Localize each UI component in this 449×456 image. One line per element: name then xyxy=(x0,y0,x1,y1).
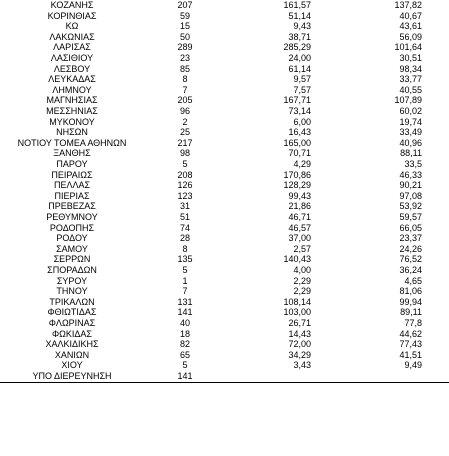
region-name-cell: ΦΛΩΡΙΝΑΣ xyxy=(48,318,96,328)
cases-cell: 141 xyxy=(177,371,193,381)
table-row xyxy=(0,42,449,53)
value-b-cell: 23,37 xyxy=(399,233,422,244)
region-name-cell: ΥΠΟ ΔΙΕΡΕΥΝΗΣΗ xyxy=(32,371,112,381)
value-b-cell: 77,43 xyxy=(399,339,422,350)
region-name-cell: ΛΗΜΝΟΥ xyxy=(52,84,92,95)
table-row xyxy=(0,64,449,75)
value-b-cell: 60,02 xyxy=(399,106,422,116)
value-b-cell: 44,62 xyxy=(399,328,422,339)
region-name-cell: ΜΕΣΣΗΝΙΑΣ xyxy=(46,106,98,116)
value-b-cell: 98,34 xyxy=(399,63,422,74)
table-row xyxy=(0,53,449,64)
region-name-cell: ΛΑΣΙΘΙΟΥ xyxy=(50,53,94,63)
value-a-cell: 2,57 xyxy=(293,243,311,254)
table-row xyxy=(0,233,449,244)
value-b-cell: 59,57 xyxy=(399,212,422,222)
value-a-cell: 108,14 xyxy=(283,296,311,307)
region-name-cell: ΣΥΡΟΥ xyxy=(56,275,88,286)
cases-cell: 126 xyxy=(177,180,193,191)
value-b-cell: 56,09 xyxy=(399,31,422,42)
table-row xyxy=(0,254,449,265)
value-b-cell: 99,94 xyxy=(399,296,422,307)
cases-cell: 131 xyxy=(177,296,193,307)
value-a-cell: 34,29 xyxy=(288,349,311,360)
value-a-cell: 3,43 xyxy=(293,360,311,371)
cases-cell: 7 xyxy=(182,84,188,95)
value-b-cell: 76,52 xyxy=(399,254,422,265)
value-b-cell: 19,74 xyxy=(399,116,422,127)
cases-cell: 123 xyxy=(177,190,193,201)
value-b-cell: 24,26 xyxy=(399,243,422,254)
table-row xyxy=(0,297,449,308)
table-row xyxy=(0,318,449,329)
region-name-cell: ΝΗΣΩΝ xyxy=(56,127,88,138)
cases-cell: 141 xyxy=(177,307,193,318)
value-b-cell: 90,21 xyxy=(399,180,422,191)
value-a-cell: 140,43 xyxy=(283,254,311,265)
cases-cell: 23 xyxy=(179,53,190,63)
value-a-cell: 14,43 xyxy=(288,328,311,339)
region-name-cell: ΧΑΝΙΩΝ xyxy=(54,349,90,360)
cases-cell: 18 xyxy=(179,328,190,339)
cases-cell: 208 xyxy=(177,169,193,180)
value-b-cell: 97,08 xyxy=(399,190,422,201)
cases-cell: 5 xyxy=(182,265,188,275)
value-b-cell: 41,51 xyxy=(399,349,422,360)
value-b-cell: 9,49 xyxy=(404,360,422,371)
region-name-cell: ΞΑΝΘΗΣ xyxy=(53,148,91,159)
value-b-cell: 88,11 xyxy=(400,148,422,159)
table-row xyxy=(0,127,449,138)
value-a-cell: 4,29 xyxy=(293,159,311,169)
region-name-cell: ΠΙΕΡΙΑΣ xyxy=(54,190,90,201)
region-name-cell: ΡΕΘΥΜΝΟΥ xyxy=(46,212,98,222)
value-a-cell: 165,00 xyxy=(283,137,311,148)
table-row xyxy=(0,11,449,22)
table-row xyxy=(0,276,449,287)
cases-cell: 82 xyxy=(179,339,190,350)
value-a-cell: 2,29 xyxy=(293,286,311,297)
table-row xyxy=(0,360,449,371)
table-row xyxy=(0,223,449,234)
region-name-cell: ΤΡΙΚΑΛΩΝ xyxy=(49,296,95,307)
region-name-cell: ΠΑΡΟΥ xyxy=(56,159,88,169)
table-row xyxy=(0,265,449,276)
value-b-cell: 101,64 xyxy=(394,42,422,53)
value-b-cell: 40,96 xyxy=(399,137,422,148)
value-a-cell: 70,71 xyxy=(288,148,311,159)
value-b-cell: 40,55 xyxy=(399,84,422,95)
value-a-cell: 37,00 xyxy=(288,233,311,244)
table-row xyxy=(0,180,449,191)
value-b-cell xyxy=(344,371,422,382)
cases-cell: 74 xyxy=(179,222,190,233)
region-name-cell: ΣΕΡΡΩΝ xyxy=(53,254,91,265)
region-name-cell: ΛΕΥΚΑΔΑΣ xyxy=(48,74,96,85)
table-row xyxy=(0,350,449,361)
table-row xyxy=(0,95,449,106)
value-a-cell: 9,57 xyxy=(293,74,311,85)
cases-cell: 98 xyxy=(179,148,190,159)
cases-cell: 31 xyxy=(179,201,190,212)
cases-cell: 96 xyxy=(179,106,190,116)
table-row xyxy=(0,159,449,170)
value-a-cell: 61,14 xyxy=(288,63,311,74)
value-b-cell: 43,61 xyxy=(399,21,422,32)
region-name-cell: ΤΗΝΟΥ xyxy=(56,286,88,297)
cases-cell: 1 xyxy=(182,275,188,286)
value-b-cell: 4,65 xyxy=(404,275,422,286)
table-row xyxy=(0,170,449,181)
value-a-cell: 21,86 xyxy=(288,201,311,212)
value-a-cell: 161,57 xyxy=(283,0,311,10)
cases-cell: 25 xyxy=(179,127,190,138)
value-a-cell: 7,57 xyxy=(293,84,311,95)
cases-cell: 205 xyxy=(177,95,193,106)
cases-cell: 59 xyxy=(179,10,190,21)
table-row xyxy=(0,117,449,128)
value-b-cell: 33,49 xyxy=(399,127,422,138)
region-name-cell: ΚΟΡΙΝΘΙΑΣ xyxy=(47,10,97,21)
region-name-cell: ΦΘΙΩΤΙΔΑΣ xyxy=(47,307,97,318)
region-name-cell: ΠΕΛΛΑΣ xyxy=(53,180,91,191)
value-a-cell: 6,00 xyxy=(293,116,311,127)
cases-cell: 5 xyxy=(182,159,188,169)
table-row xyxy=(0,0,449,11)
region-name-cell: ΡΟΔΟΥ xyxy=(56,233,88,244)
region-name-cell: ΚΩ xyxy=(65,21,79,32)
value-a-cell: 72,00 xyxy=(288,339,311,350)
region-name-cell: ΝΟΤΙΟΥ ΤΟΜΕΑ ΑΘΗΝΩΝ xyxy=(17,137,127,148)
cases-cell: 135 xyxy=(177,254,193,265)
value-b-cell: 107,89 xyxy=(394,95,422,106)
value-b-cell: 66,05 xyxy=(399,222,422,233)
region-name-cell: ΧΙΟΥ xyxy=(61,360,83,371)
region-name-cell: ΛΑΡΙΣΑΣ xyxy=(53,42,91,53)
cases-cell: 40 xyxy=(179,318,190,328)
value-a-cell: 24,00 xyxy=(288,53,311,63)
region-name-cell: ΜΥΚΟΝΟΥ xyxy=(49,116,95,127)
cases-cell: 8 xyxy=(182,243,188,254)
table-row xyxy=(0,32,449,43)
value-a-cell: 51,14 xyxy=(288,10,311,21)
value-a-cell: 285,29 xyxy=(283,42,311,53)
value-b-cell: 36,24 xyxy=(399,265,422,275)
table-row xyxy=(0,371,449,382)
value-a-cell: 16,43 xyxy=(288,127,311,138)
table-row xyxy=(0,201,449,212)
value-a-cell: 46,71 xyxy=(288,212,311,222)
bottom-border xyxy=(0,382,449,383)
table-row xyxy=(0,212,449,223)
value-b-cell: 30,51 xyxy=(399,53,422,63)
table-row xyxy=(0,106,449,117)
region-name-cell: ΜΑΓΝΗΣΙΑΣ xyxy=(46,95,98,106)
value-a-cell: 26,71 xyxy=(288,318,311,328)
value-a-cell: 46,57 xyxy=(288,222,311,233)
cases-cell: 217 xyxy=(177,137,193,148)
value-b-cell: 33,5 xyxy=(404,159,422,169)
value-a-cell: 9,43 xyxy=(293,21,311,32)
table-row xyxy=(0,339,449,350)
cases-cell: 85 xyxy=(179,63,190,74)
value-a-cell: 73,14 xyxy=(288,106,311,116)
table-row xyxy=(0,286,449,297)
cases-cell: 15 xyxy=(179,21,190,32)
cases-cell: 289 xyxy=(177,42,193,53)
cases-cell: 5 xyxy=(182,360,188,371)
value-b-cell: 53,92 xyxy=(399,201,422,212)
table-row xyxy=(0,138,449,149)
value-a-cell: 99,43 xyxy=(288,190,311,201)
region-name-cell: ΧΑΛΚΙΔΙΚΗΣ xyxy=(45,339,99,350)
cases-cell: 51 xyxy=(179,212,190,222)
region-name-cell: ΛΕΣΒΟΥ xyxy=(53,63,91,74)
region-name-cell: ΠΕΙΡΑΙΩΣ xyxy=(51,169,93,180)
region-name-cell: ΠΡΕΒΕΖΑΣ xyxy=(48,201,96,212)
table-row xyxy=(0,307,449,318)
table-row xyxy=(0,329,449,340)
value-b-cell: 89,11 xyxy=(400,307,422,318)
value-b-cell: 137,82 xyxy=(394,0,422,10)
value-b-cell: 46,33 xyxy=(399,169,422,180)
value-b-cell: 33,77 xyxy=(399,74,422,85)
value-a-cell: 128,29 xyxy=(283,180,311,191)
region-name-cell: ΛΑΚΩΝΙΑΣ xyxy=(49,31,95,42)
region-name-cell: ΣΑΜΟΥ xyxy=(56,243,88,254)
region-name-cell: ΡΟΔΟΠΗΣ xyxy=(49,222,95,233)
cases-cell: 65 xyxy=(179,349,190,360)
value-a-cell: 2,29 xyxy=(293,275,311,286)
value-b-cell: 81,06 xyxy=(399,286,422,297)
value-a-cell: 170,86 xyxy=(283,169,311,180)
value-a-cell: 38,71 xyxy=(288,31,311,42)
cases-cell: 2 xyxy=(182,116,188,127)
value-a-cell xyxy=(236,371,311,382)
table-row xyxy=(0,148,449,159)
value-b-cell: 77,8 xyxy=(404,318,422,328)
cases-cell: 7 xyxy=(182,286,188,297)
cases-cell: 28 xyxy=(179,233,190,244)
cases-cell: 8 xyxy=(182,74,188,85)
cases-cell: 207 xyxy=(177,0,193,10)
table-row xyxy=(0,85,449,96)
value-a-cell: 167,71 xyxy=(283,95,311,106)
value-a-cell: 103,00 xyxy=(283,307,311,318)
cases-cell: 50 xyxy=(179,31,190,42)
table-row xyxy=(0,244,449,255)
value-a-cell: 4,00 xyxy=(293,265,311,275)
table-row xyxy=(0,21,449,32)
value-b-cell: 40,67 xyxy=(399,10,422,21)
region-name-cell: ΦΩΚΙΔΑΣ xyxy=(52,328,92,339)
table-row xyxy=(0,74,449,85)
region-name-cell: ΚΟΖΑΝΗΣ xyxy=(50,0,94,10)
region-name-cell: ΣΠΟΡΑΔΩΝ xyxy=(47,265,97,275)
table-row xyxy=(0,191,449,202)
